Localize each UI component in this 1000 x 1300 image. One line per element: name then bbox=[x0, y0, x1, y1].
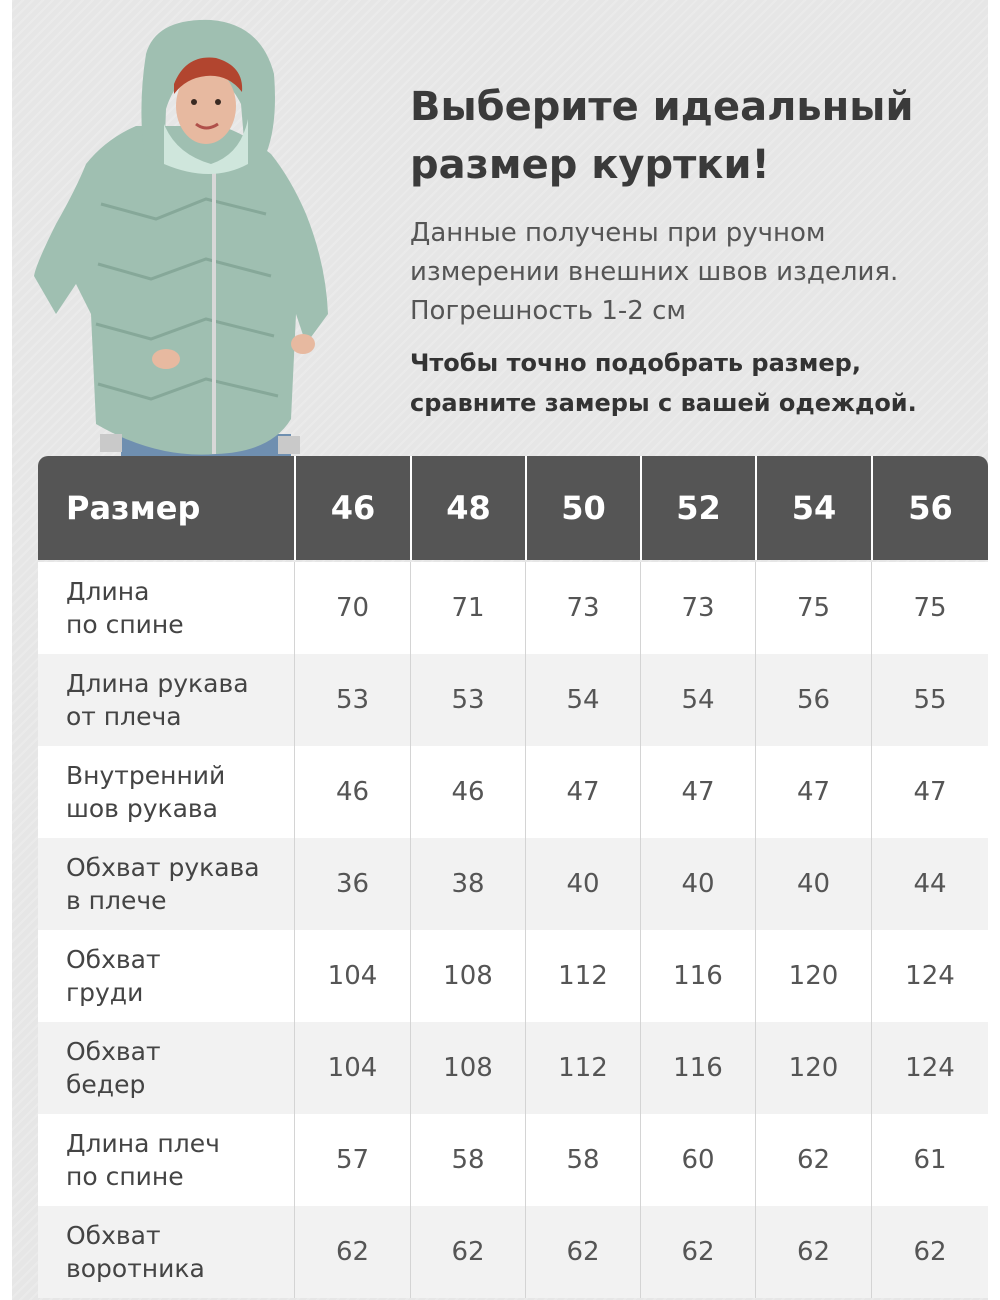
table-row bbox=[38, 654, 988, 746]
table-cell-size-56: 124 bbox=[871, 1022, 988, 1114]
row-label-line: Длина рукава bbox=[66, 669, 249, 698]
table-row bbox=[38, 562, 988, 654]
measurement-note bbox=[410, 214, 970, 331]
row-label bbox=[38, 654, 294, 746]
row-label-line: по спине bbox=[66, 610, 184, 639]
row-label-line: Длина bbox=[66, 577, 150, 606]
note-line-3: Погрешность 1-2 см bbox=[410, 296, 686, 326]
header-size-label: Размер bbox=[66, 489, 201, 527]
row-label-line: Обхват bbox=[66, 1037, 161, 1066]
table-cell-size-52: 40 bbox=[640, 838, 755, 930]
page-title bbox=[410, 78, 970, 194]
table-cell-size-50: 112 bbox=[525, 1022, 640, 1114]
row-label-line: Обхват bbox=[66, 945, 161, 974]
table-row bbox=[38, 930, 988, 1022]
header-size-48: 48 bbox=[410, 456, 525, 560]
table-cell-size-50: 62 bbox=[525, 1206, 640, 1298]
table-cell-size-46: 70 bbox=[294, 562, 410, 654]
call-to-action bbox=[410, 343, 976, 423]
table-cell-size-52: 60 bbox=[640, 1114, 755, 1206]
table-cell-size-50: 54 bbox=[525, 654, 640, 746]
row-label-line: от плеча bbox=[66, 702, 182, 731]
row-label bbox=[38, 1114, 294, 1206]
row-label bbox=[38, 562, 294, 654]
table-cell-size-48: 71 bbox=[410, 562, 525, 654]
table-cell-size-56: 47 bbox=[871, 746, 988, 838]
table-cell-size-54: 56 bbox=[755, 654, 871, 746]
table-cell-size-48: 38 bbox=[410, 838, 525, 930]
table-cell-size-54: 75 bbox=[755, 562, 871, 654]
table-cell-size-50: 58 bbox=[525, 1114, 640, 1206]
table-cell-size-48: 62 bbox=[410, 1206, 525, 1298]
table-cell-size-50: 47 bbox=[525, 746, 640, 838]
table-cell-size-46: 53 bbox=[294, 654, 410, 746]
row-label bbox=[38, 930, 294, 1022]
table-cell-size-56: 44 bbox=[871, 838, 988, 930]
table-cell-size-50: 73 bbox=[525, 562, 640, 654]
header-size-52: 52 bbox=[640, 456, 755, 560]
table-row bbox=[38, 838, 988, 930]
table-cell-size-54: 120 bbox=[755, 1022, 871, 1114]
model-photo bbox=[16, 14, 336, 460]
row-label-line: по спине bbox=[66, 1162, 184, 1191]
header-size-56: 56 bbox=[871, 456, 988, 560]
table-cell-size-46: 62 bbox=[294, 1206, 410, 1298]
row-label-line: воротника bbox=[66, 1254, 205, 1283]
table-cell-size-48: 108 bbox=[410, 1022, 525, 1114]
row-label bbox=[38, 1206, 294, 1298]
table-cell-size-46: 57 bbox=[294, 1114, 410, 1206]
cta-line-1: Чтобы точно подобрать размер, bbox=[410, 349, 861, 377]
table-cell-size-52: 54 bbox=[640, 654, 755, 746]
table-cell-size-54: 62 bbox=[755, 1114, 871, 1206]
table-cell-size-52: 73 bbox=[640, 562, 755, 654]
cta-line-2: сравните замеры с вашей одеждой. bbox=[410, 389, 917, 417]
title-line-1: Выберите идеальный bbox=[410, 84, 914, 130]
table-cell-size-48: 108 bbox=[410, 930, 525, 1022]
row-label-line: бедер bbox=[66, 1070, 146, 1099]
table-cell-size-48: 58 bbox=[410, 1114, 525, 1206]
table-cell-size-56: 75 bbox=[871, 562, 988, 654]
table-cell-size-54: 62 bbox=[755, 1206, 871, 1298]
table-cell-size-56: 124 bbox=[871, 930, 988, 1022]
table-cell-size-48: 53 bbox=[410, 654, 525, 746]
size-chart-card bbox=[12, 0, 988, 1300]
table-cell-size-46: 36 bbox=[294, 838, 410, 930]
row-label-line: Обхват рукава bbox=[66, 853, 260, 882]
table-cell-size-52: 47 bbox=[640, 746, 755, 838]
header-size-50: 50 bbox=[525, 456, 640, 560]
table-cell-size-46: 46 bbox=[294, 746, 410, 838]
table-row bbox=[38, 1022, 988, 1114]
title-line-2: размер куртки! bbox=[410, 142, 770, 188]
table-cell-size-54: 120 bbox=[755, 930, 871, 1022]
table-cell-size-54: 40 bbox=[755, 838, 871, 930]
table-row bbox=[38, 1114, 988, 1206]
table-row bbox=[38, 746, 988, 838]
table-cell-size-56: 62 bbox=[871, 1206, 988, 1298]
row-label bbox=[38, 746, 294, 838]
row-label-line: Обхват bbox=[66, 1221, 161, 1250]
table-cell-size-54: 47 bbox=[755, 746, 871, 838]
table-row bbox=[38, 1206, 988, 1298]
table-header bbox=[38, 456, 988, 560]
table-cell-size-52: 116 bbox=[640, 930, 755, 1022]
table-cell-size-48: 46 bbox=[410, 746, 525, 838]
table-cell-size-56: 61 bbox=[871, 1114, 988, 1206]
row-label-line: шов рукава bbox=[66, 794, 218, 823]
row-label bbox=[38, 838, 294, 930]
row-label-line: в плече bbox=[66, 886, 167, 915]
note-line-2: измерении внешних швов изделия. bbox=[410, 257, 899, 287]
header-size-54: 54 bbox=[755, 456, 871, 560]
header-size-46: 46 bbox=[294, 456, 410, 560]
table-cell-size-46: 104 bbox=[294, 930, 410, 1022]
table-cell-size-52: 116 bbox=[640, 1022, 755, 1114]
woman-in-jacket-illustration bbox=[16, 14, 336, 460]
note-line-1: Данные получены при ручном bbox=[410, 218, 826, 248]
row-label-line: Длина плеч bbox=[66, 1129, 220, 1158]
table-cell-size-50: 40 bbox=[525, 838, 640, 930]
table-cell-size-56: 55 bbox=[871, 654, 988, 746]
size-table bbox=[38, 456, 988, 1300]
row-label bbox=[38, 1022, 294, 1114]
row-label-line: Внутренний bbox=[66, 761, 226, 790]
table-cell-size-52: 62 bbox=[640, 1206, 755, 1298]
table-cell-size-46: 104 bbox=[294, 1022, 410, 1114]
row-label-line: груди bbox=[66, 978, 144, 1007]
table-cell-size-50: 112 bbox=[525, 930, 640, 1022]
